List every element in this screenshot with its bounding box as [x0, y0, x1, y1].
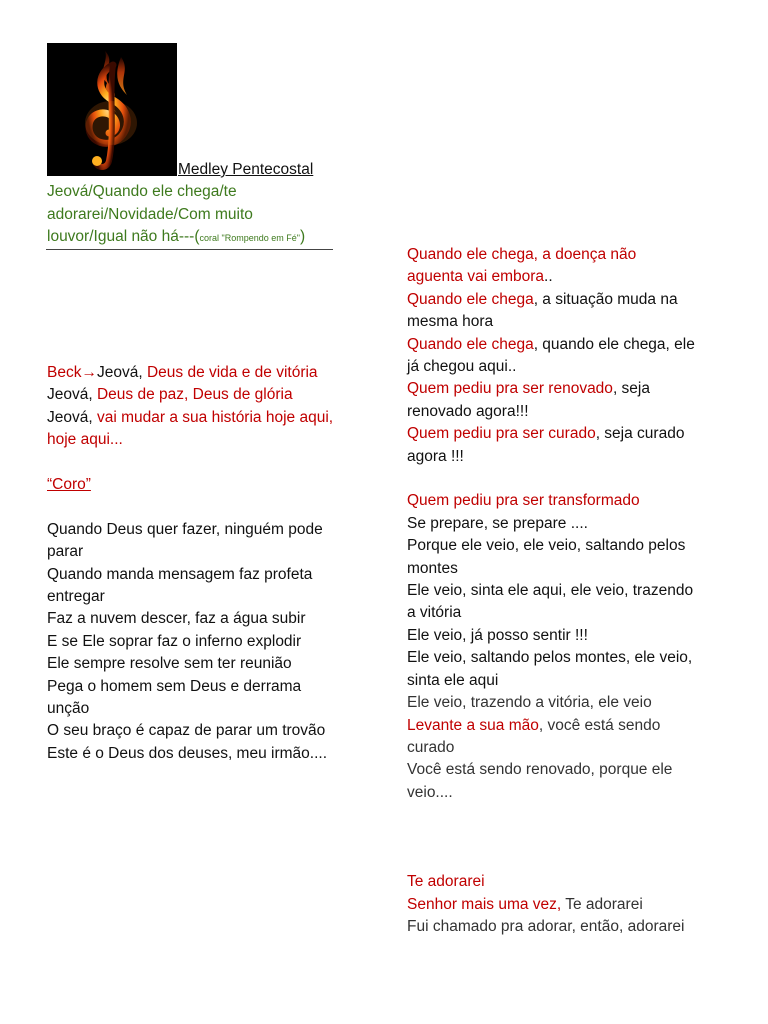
- lyric-line: Fui chamado pra adorar, então, adorarei: [407, 918, 685, 936]
- lyric-line: Quem pediu pra ser transformado: [407, 492, 640, 510]
- lyric-highlight: Levante a sua mão: [407, 716, 539, 734]
- lyric-highlight: Quando ele chega: [407, 335, 534, 353]
- lyric-text: , quando ele chega, ele: [533, 335, 695, 353]
- lyric-line: [47, 362, 367, 384]
- lyric-text: , você está sendo: [538, 716, 661, 734]
- left-column: [47, 362, 367, 765]
- lyric-line: renovado agora!!!: [407, 402, 529, 420]
- song-list-subtitle: [47, 181, 337, 250]
- lyric-line: O seu braço é capaz de parar um trovão: [47, 722, 326, 740]
- lyric-line: unção: [47, 700, 90, 718]
- lyric-highlight: Senhor mais uma vez,: [407, 895, 566, 913]
- lyric-text: Jeová,: [96, 364, 147, 381]
- lyric-line: Ele sempre resolve sem ter reunião: [47, 655, 292, 673]
- lyric-text: , seja curado: [595, 425, 685, 443]
- lyric-line: [407, 266, 727, 288]
- flaming-treble-clef-icon: [47, 43, 177, 176]
- lyric-line: sinta ele aqui: [407, 671, 499, 689]
- lyric-line: Porque ele veio, ele veio, saltando pelos: [407, 537, 686, 555]
- lyric-line: parar: [47, 543, 84, 561]
- spacer: [407, 468, 727, 490]
- lyric-highlight: Quem pediu pra ser curado: [407, 425, 596, 443]
- lyric-line: E se Ele soprar faz o inferno explodir: [47, 632, 302, 650]
- lyric-line: Pega o homem sem Deus e derrama: [47, 677, 302, 695]
- beck-label: Beck: [47, 364, 82, 381]
- lyric-text: Jeová,: [47, 386, 97, 404]
- lyric-highlight: Quem pediu pra ser renovado: [407, 380, 613, 398]
- arrow-right-icon: →: [81, 364, 97, 381]
- header-divider: [46, 249, 333, 250]
- lyric-line: montes: [407, 559, 458, 577]
- lyric-line: [407, 334, 727, 356]
- lyric-line: Ele veio, já posso sentir !!!: [407, 626, 588, 644]
- lyric-line: Se prepare, se prepare ....: [407, 514, 588, 532]
- subtitle-close: ): [299, 228, 306, 245]
- lyric-line: Ele veio, saltando pelos montes, ele veio,: [407, 649, 693, 667]
- subtitle-main: Jeová/Quando ele chega/te adorarei/Novidade/Com muito louvor/Igual não há---(: [47, 183, 253, 245]
- lyric-line: Este é o Deus dos deuses, meu irmão....: [47, 744, 327, 762]
- lyric-line: Ele veio, trazendo a vitória, ele veio: [407, 694, 652, 712]
- spacer: [407, 804, 727, 826]
- lyric-line: Quando ele chega, a doença não: [407, 246, 637, 263]
- lyric-text: Jeová,: [47, 408, 97, 426]
- lyric-line: a vitória: [407, 604, 462, 622]
- lyric-line: Ele veio, sinta ele aqui, ele veio, trazendo: [407, 582, 694, 600]
- lyric-line: Faz a nuvem descer, faz a água subir: [47, 610, 306, 628]
- lyric-line: Te adorarei: [407, 873, 485, 891]
- lyric-text: ..: [544, 268, 553, 286]
- spacer: [47, 496, 367, 518]
- treble-clef-graphic: [47, 43, 177, 176]
- lyric-line: mesma hora: [407, 313, 494, 331]
- lyric-highlight: Deus de vida e de vitória: [146, 364, 318, 381]
- lyric-line: [407, 378, 727, 400]
- lyric-line: agora !!!: [407, 447, 464, 465]
- spacer: [407, 849, 727, 871]
- lyric-line: [47, 384, 367, 406]
- lyric-line: entregar: [47, 588, 105, 606]
- spacer: [407, 827, 727, 849]
- lyric-highlight: aguenta vai embora: [407, 268, 545, 286]
- lyric-line: [407, 894, 727, 916]
- lyric-line: [47, 407, 367, 429]
- lyric-line: Quando manda mensagem faz profeta: [47, 565, 313, 583]
- spacer: [47, 452, 367, 474]
- coro-heading: “Coro”: [47, 476, 91, 494]
- lyric-text: Te adorarei: [565, 895, 643, 913]
- lyric-text: , a situação muda na: [533, 290, 678, 308]
- lyric-line: Você está sendo renovado, porque ele: [407, 761, 673, 779]
- lyric-line: curado: [407, 738, 455, 756]
- lyric-line: [407, 289, 727, 311]
- lyric-text: , seja: [612, 380, 650, 398]
- lyric-line: [407, 423, 727, 445]
- lyric-highlight: vai mudar a sua história hoje aqui,: [96, 408, 334, 426]
- lyric-highlight: Deus de paz, Deus de glória: [96, 386, 293, 404]
- subtitle-small: coral "Rompendo em Fé": [199, 233, 300, 243]
- right-column: [407, 244, 727, 939]
- lyric-highlight: Quando ele chega: [407, 290, 534, 308]
- lyric-line: Quando Deus quer fazer, ninguém pode: [47, 520, 323, 538]
- lyric-line: hoje aqui...: [47, 431, 123, 449]
- lyric-line: já chegou aqui..: [407, 358, 517, 376]
- lyric-line: [407, 715, 727, 737]
- page-title: Medley Pentecostal: [178, 161, 314, 178]
- lyric-line: veio....: [407, 783, 453, 801]
